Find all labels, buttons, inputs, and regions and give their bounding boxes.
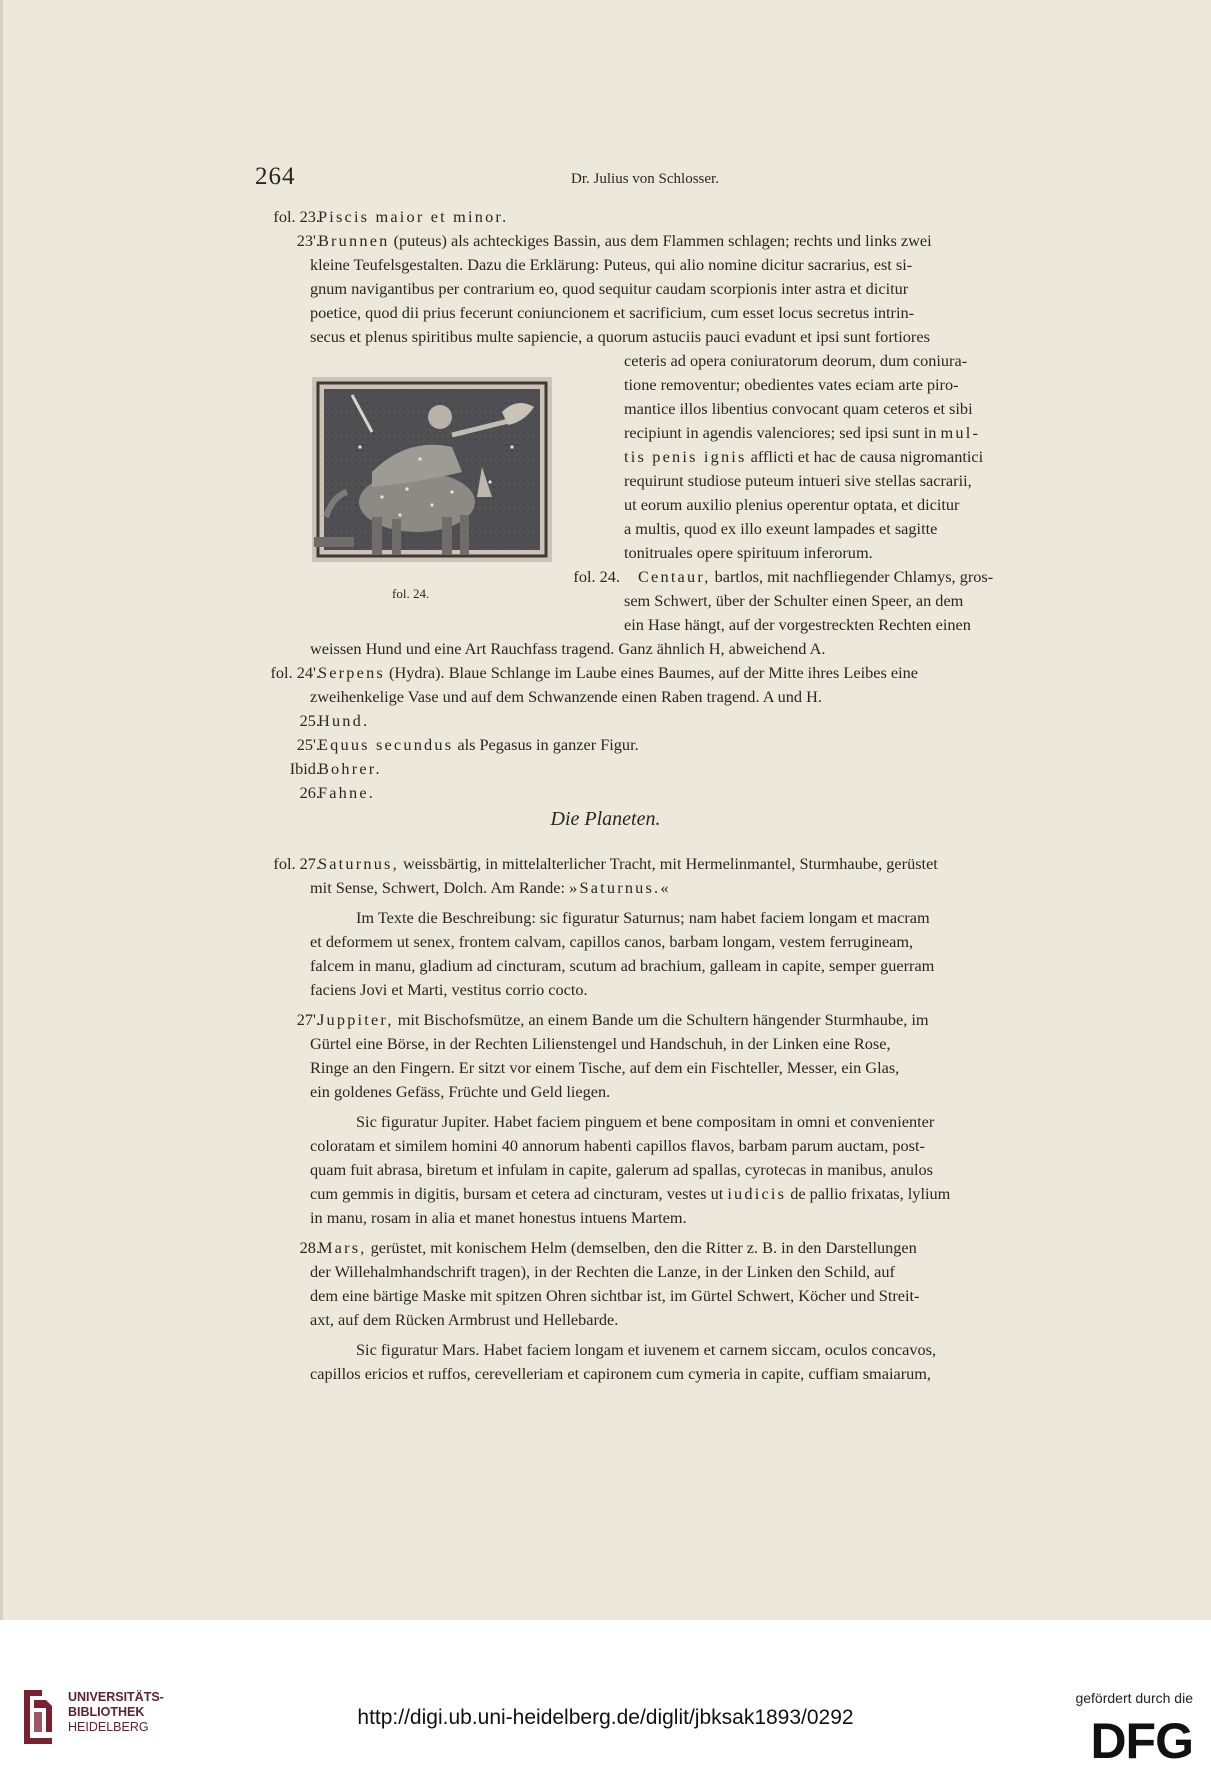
text-line: ein Hase hängt, auf der vorgestreckten Rechten einen	[624, 615, 971, 634]
text-line: et deformem ut senex, frontem calvam, capillos canos, barbam longam, vestem ferrugineam,	[310, 932, 914, 951]
entry-label: fol. 27.	[273, 854, 320, 873]
entry-label: 28.	[299, 1238, 320, 1257]
text-line: Serpens (Hydra). Blaue Schlange im Laube eines Baumes, auf der Mitte ihres Leibes eine	[318, 663, 918, 682]
running-head	[255, 163, 1035, 193]
text-line: Saturnus, weissbärtig, in mittelalterlicher Tracht, mit Hermelinmantel, Sturmhaube, gerüstet	[318, 854, 938, 873]
entry-label: 25'.	[296, 735, 320, 754]
entry-title: Bohrer.	[318, 759, 382, 778]
entry-title: Piscis maior et minor.	[318, 207, 509, 226]
text-line: kleine Teufelsgestalten. Dazu die Erklärung: Puteus, qui alio nomine dicitur sacrarius, est si-	[310, 255, 913, 274]
text-line: Equus secundus als Pegasus in ganzer Figur.	[318, 735, 639, 754]
entry-label: fol. 24'.	[270, 663, 320, 682]
entry-label: 25.	[299, 711, 320, 730]
text-line: Ringe an den Fingern. Er sitzt vor einem Tische, auf dem ein Fischteller, Messer, ein Glas,	[310, 1058, 900, 1077]
entry-label: 26.	[299, 783, 320, 802]
text-line: Sic figuratur Mars. Habet faciem longam et iuvenem et carnem siccam, oculos concavos,	[356, 1340, 937, 1359]
dfg-logo: DFG	[1090, 1713, 1193, 1769]
text-line: falcem in manu, gladium ad cincturam, scutum ad brachium, galleam in capite, semper guerram	[310, 956, 935, 975]
text-line: mit Sense, Schwert, Dolch. Am Rande: »Saturnus.«	[310, 878, 671, 897]
library-name-line: HEIDELBERG	[68, 1720, 149, 1734]
text-line: quam fuit abrasa, biretum et infulam in capite, galerum ad spallas, cyrotecas in manibus, anulos	[310, 1160, 934, 1179]
text-line: capillos ericios et ruffos, cerevelleriam et capironem cum cymeria in capite, cuffiam smaiarum,	[310, 1364, 931, 1383]
text-line: a multis, quod ex illo exeunt lampades et sagitte	[624, 519, 938, 538]
funding-note: gefördert durch die	[1075, 1690, 1193, 1706]
entry-label: 23'.	[296, 231, 320, 250]
text-line: tonitruales opere spirituum inferorum.	[624, 543, 873, 562]
entry-label: fol. 23.	[273, 207, 320, 226]
permalink-url[interactable]: http://digi.ub.uni-heidelberg.de/diglit/jbksak1893/0292	[357, 1706, 854, 1729]
text-line: coloratam et similem homini 40 annorum habenti capillos flavos, barbam parum auctam, post-	[310, 1136, 925, 1155]
text-line: gnum navigantibus per contrarium eo, quod sequitur caudam scorpionis inter astra et dicitur	[310, 279, 909, 298]
text-line: poetice, quod dii prius fecerunt coniuncionem et sacrificium, cum esset locus secretus intrin-	[310, 303, 915, 322]
section-heading: Die Planeten.	[550, 808, 661, 830]
text-line: Centaur, bartlos, mit nachfliegender Chlamys, gros-	[638, 567, 994, 586]
text-line: Brunnen (puteus) als achteckiges Bassin, aus dem Flammen schlagen; rechts und links zwei	[318, 231, 932, 250]
text-line: tione removentur; obedientes vates eciam arte piro-	[624, 375, 959, 394]
text-line: in manu, rosam in alia et manet honestus intuens Martem.	[310, 1208, 687, 1227]
text-line: ut eorum auxilio plenius operentur optata, et dicitur	[624, 495, 960, 514]
text-line: weissen Hund und eine Art Rauchfass tragend. Ganz ähnlich H, abweichend A.	[310, 639, 826, 658]
footer-bar	[0, 1620, 1211, 1781]
entry-title: Hund.	[318, 711, 370, 730]
library-name-line: BIBLIOTHEK	[68, 1705, 145, 1719]
text-line: requirunt studiose puteum intueri sive stellas sacrarii,	[624, 471, 972, 490]
text-line: zweihenkelige Vase und auf dem Schwanzende einen Raben tragend. A und H.	[310, 687, 822, 706]
text-line: Gürtel eine Börse, in der Rechten Lilienstengel und Handschuh, in der Linken eine Rose,	[310, 1034, 891, 1053]
library-name-line: UNIVERSITÄTS-	[68, 1690, 164, 1704]
text-line: cum gemmis in digitis, bursam et cetera ad cincturam, vestes ut iudicis de pallio frixatas, lylium	[310, 1184, 951, 1203]
entry-label: Ibid.	[289, 759, 320, 778]
text-line: axt, auf dem Rücken Armbrust und Hellebarde.	[310, 1310, 619, 1329]
text-line: faciens Jovi et Marti, vestitus corrio cocto.	[310, 980, 588, 999]
text-line: der Willehalmhandschrift tragen), in der Rechten die Lanze, in der Linken den Schild, auf	[310, 1262, 895, 1281]
text-line: Mars, gerüstet, mit konischem Helm (demselben, den die Ritter z. B. in den Darstellungen	[318, 1238, 917, 1257]
text-line: secus et plenus spiritibus multe sapiencie, a quorum astuciis pauci evadunt et ipsi sunt fortiores	[310, 327, 930, 346]
text-line: mantice illos libentius convocant quam ceteros et sibi	[624, 399, 973, 418]
centaur-illustration	[312, 377, 552, 562]
figure-caption: fol. 24.	[392, 586, 430, 601]
entry-title: Fahne.	[318, 783, 376, 802]
text-line: ein goldenes Gefäss, Früchte und Geld liegen.	[310, 1082, 611, 1101]
entry-label: fol. 24.	[573, 567, 620, 586]
entry-label: 27'.	[296, 1010, 320, 1029]
text-line: ceteris ad opera coniuratorum deorum, dum coniura-	[624, 351, 968, 370]
text-line: Sic figuratur Jupiter. Habet faciem pinguem et bene compositam in omni et convenienter	[356, 1112, 935, 1131]
text-line: Juppiter, mit Bischofsmütze, an einem Bande um die Schultern hängender Sturmhaube, im	[318, 1010, 929, 1029]
text-line: sem Schwert, über der Schulter einen Speer, an dem	[624, 591, 964, 610]
running-title: Dr. Julius von Schlosser.	[571, 171, 719, 187]
page-number: 264	[255, 163, 296, 190]
text-line: Im Texte die Beschreibung: sic figuratur Saturnus; nam habet faciem longam et macram	[356, 908, 930, 927]
text-line: dem eine bärtige Maske mit spitzen Ohren sichtbar ist, im Gürtel Schwert, Köcher und Streit-	[310, 1286, 920, 1305]
text-line: recipiunt in agendis valenciores; sed ipsi sunt in mul-	[624, 423, 981, 442]
text-line: tis penis ignis afflicti et hac de causa nigromantici	[624, 447, 984, 466]
